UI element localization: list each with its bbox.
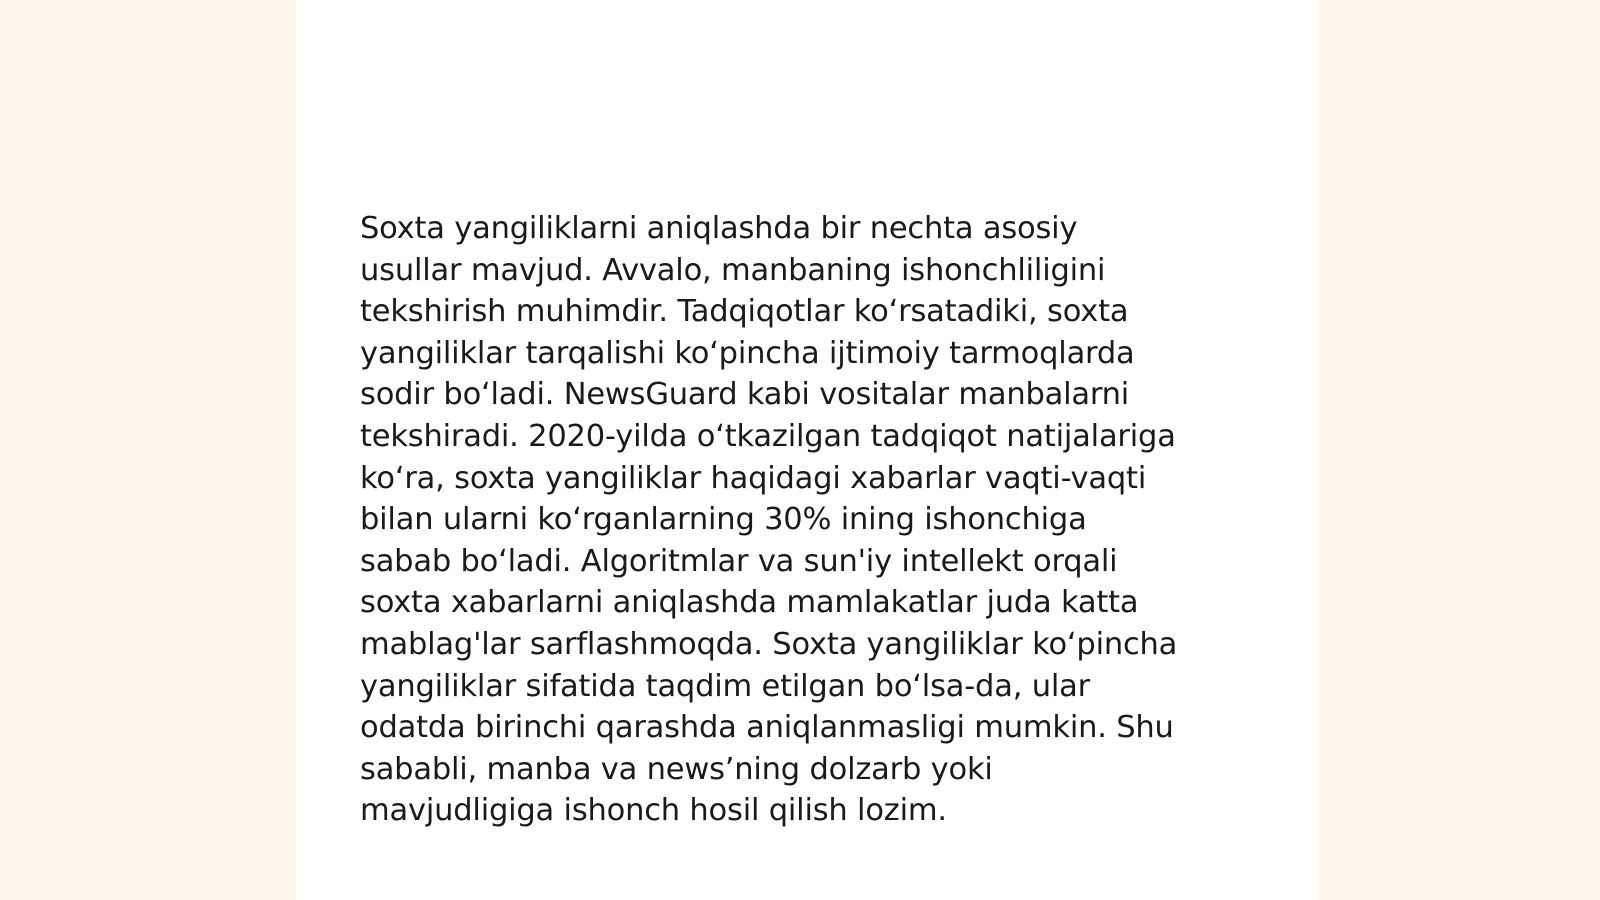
paragraph-line: bilan ularni ko‘rganlarning 30% ining ishonchiga (360, 502, 1087, 538)
paragraph-line: soxta xabarlarni aniqlashda mamlakatlar juda katta (360, 585, 1139, 621)
paragraph-line: sabab bo‘ladi. Algoritmlar va sun'iy intellekt orqali (360, 543, 1118, 579)
paragraph-line: yangiliklar tarqalishi ko‘pincha ijtimoiy tarmoqlarda (360, 335, 1135, 371)
paragraph-line: mablag'lar sarflashmoqda. Soxta yangiliklar ko‘pincha (360, 626, 1178, 662)
paragraph-line: sababli, manba va news’ning dolzarb yoki (360, 751, 993, 787)
body-paragraph (360, 208, 1250, 832)
paragraph-line: usullar mavjud. Avvalo, manbaning ishonchliligini (360, 252, 1106, 288)
paragraph-line: yangiliklar sifatida taqdim etilgan bo‘lsa-da, ular (360, 668, 1090, 704)
document-page (296, 0, 1319, 900)
paragraph-line: ko‘ra, soxta yangiliklar haqidagi xabarlar vaqti-vaqti (360, 460, 1147, 496)
paragraph-line: tekshirish muhimdir. Tadqiqotlar ko‘rsatadiki, soxta (360, 294, 1129, 330)
paragraph-line: odatda birinchi qarashda aniqlanmasligi mumkin. Shu (360, 710, 1174, 746)
paragraph-line: mavjudligiga ishonch hosil qilish lozim. (360, 793, 947, 829)
paragraph-line: tekshiradi. 2020-yilda o‘tkazilgan tadqiqot natijalariga (360, 418, 1176, 454)
paragraph-line: sodir bo‘ladi. NewsGuard kabi vositalar manbalarni (360, 377, 1130, 413)
paragraph-line: Soxta yangiliklarni aniqlashda bir nechta asosiy (360, 211, 1078, 246)
